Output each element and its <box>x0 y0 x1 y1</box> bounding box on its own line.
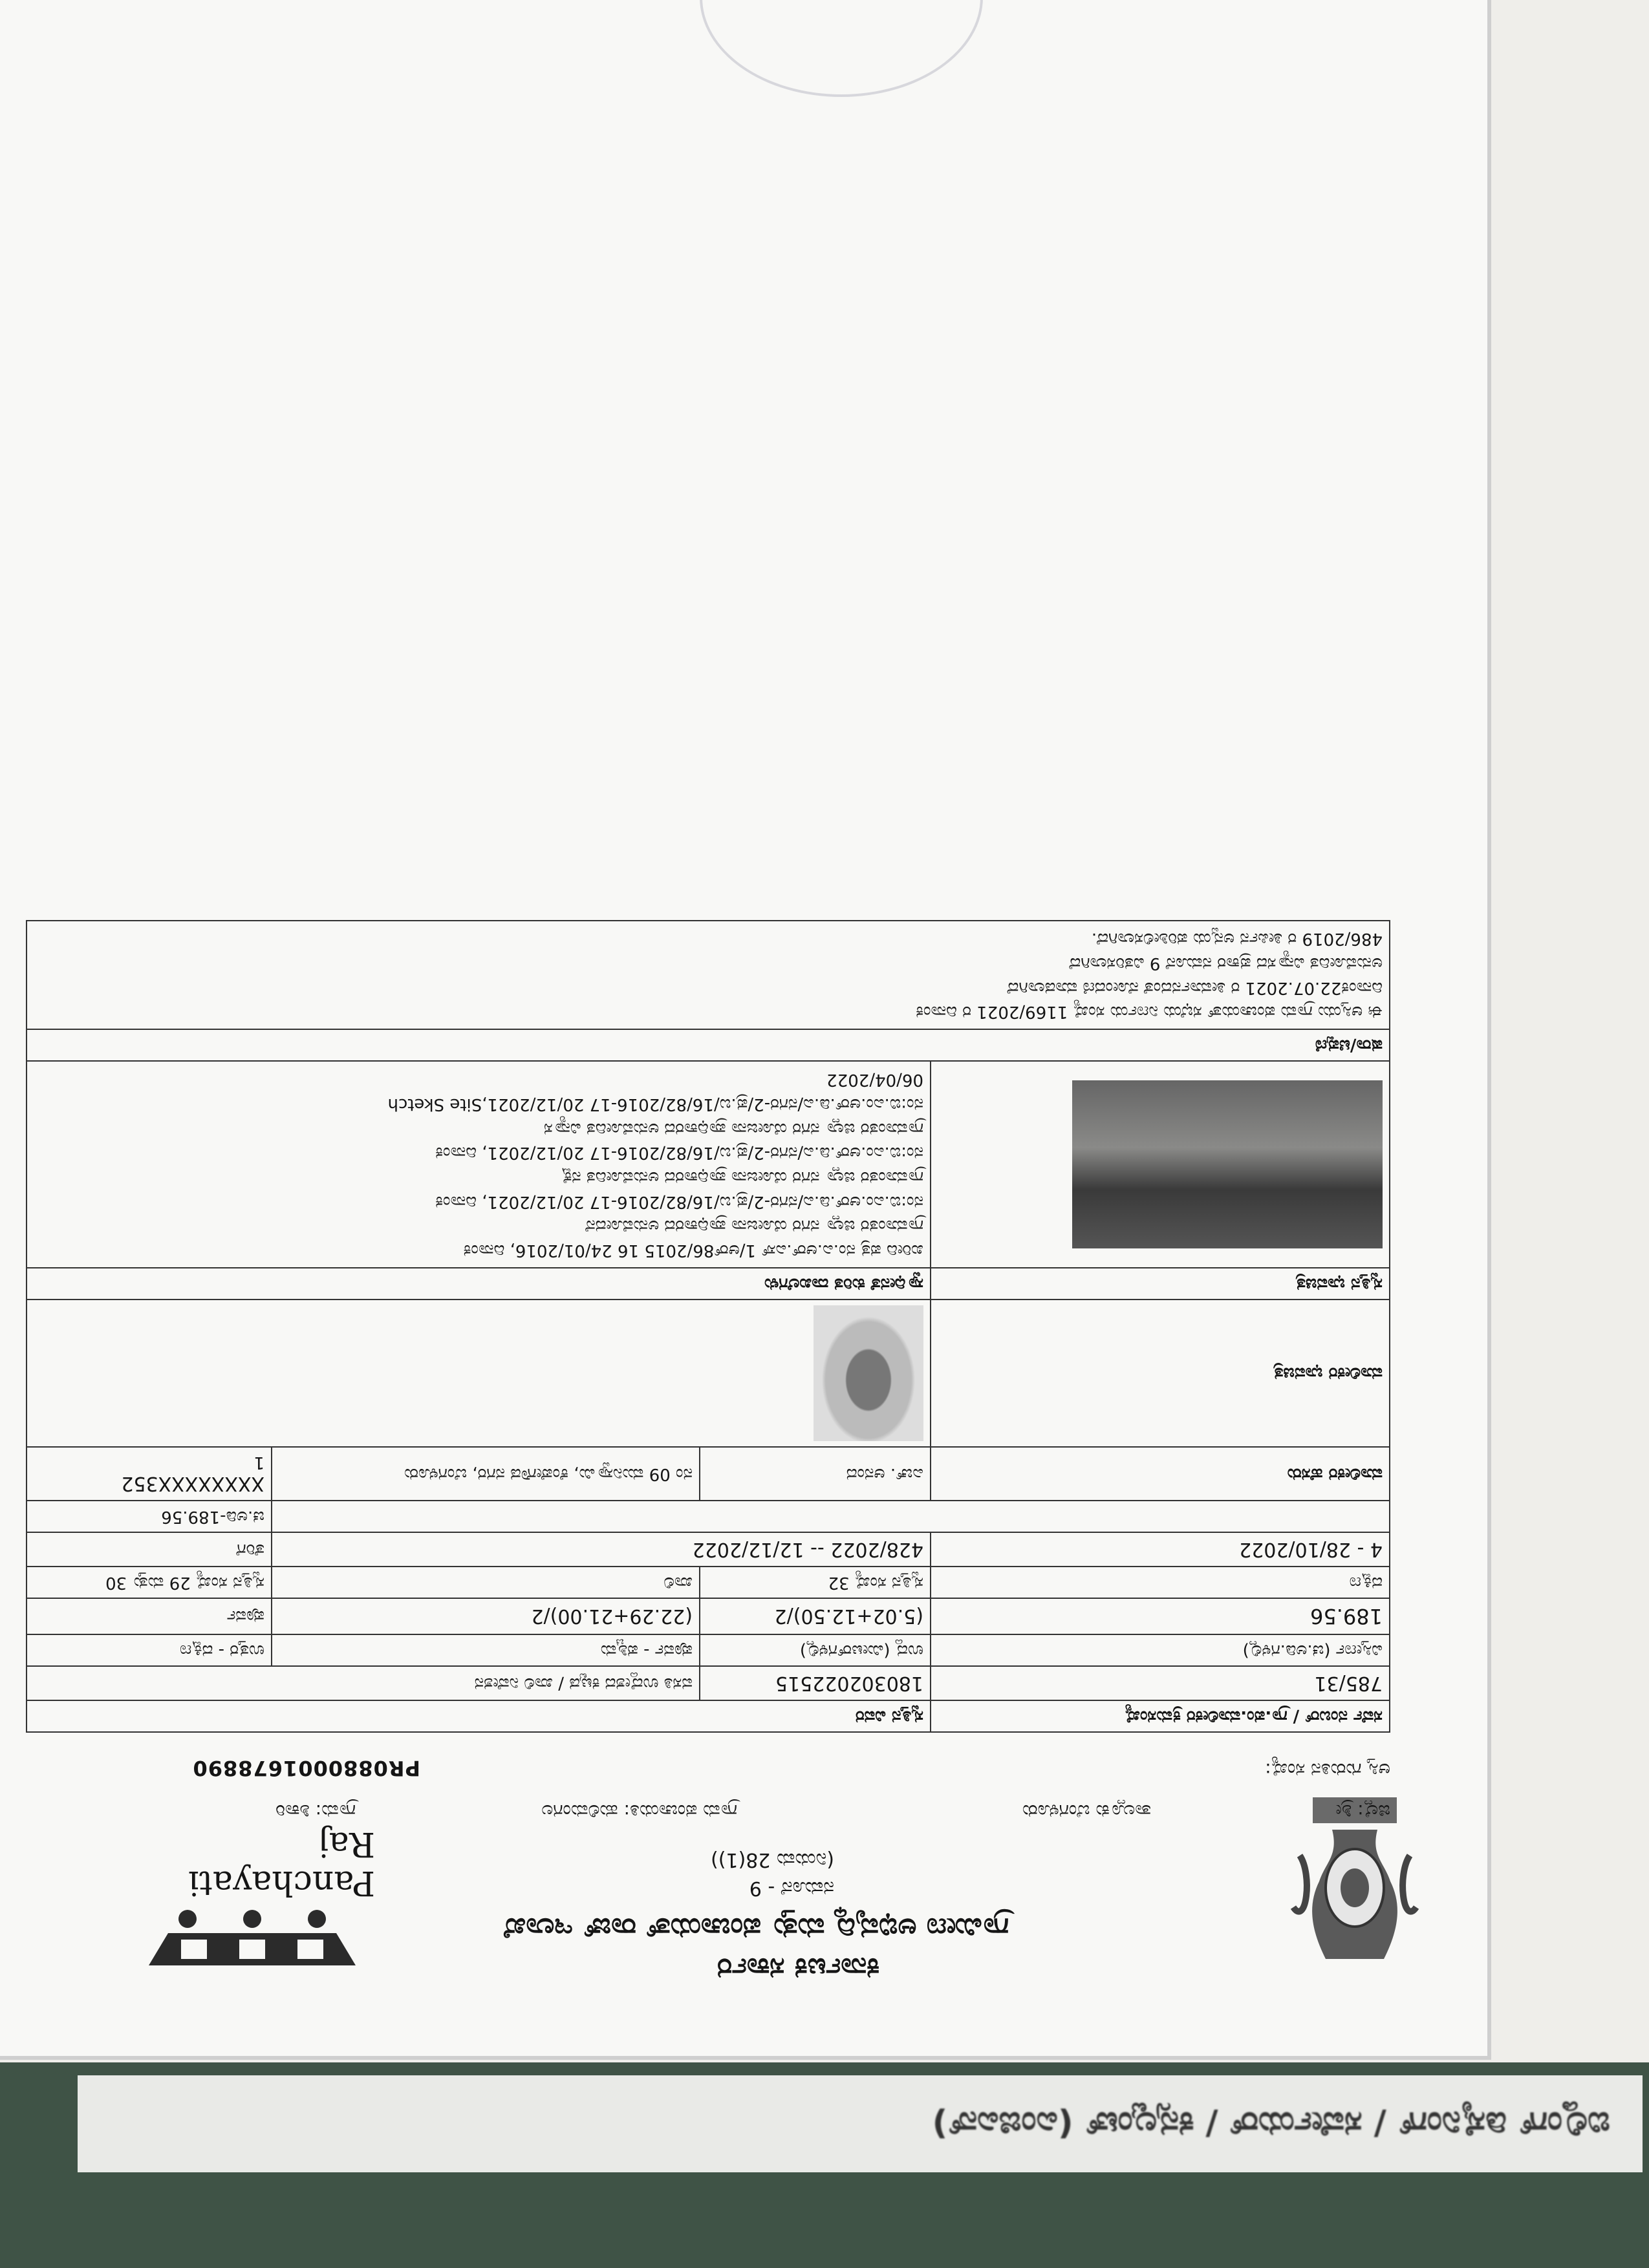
district-value: ಶ್ರೀ <box>1335 1801 1352 1822</box>
survey-number: 785/31 <box>931 1666 1390 1700</box>
remark-line: ಅನುಮೋದಿತ ವಿನ್ಯಾಸದ ಪ್ರಕಾರ ನಮೂನೆ 9 ವಿತರಿಸಲಾಗಿದೆ <box>1069 954 1383 974</box>
property-id: PR0880001678890 <box>192 1756 420 1781</box>
document-line: ನಂ:ಬಿ.ಎಂ.ಆರ್.ಡಿ.ಎ/ನಗರ-2/ಪ್ರ.ಬ/16/82/2016-17 20/12/2021, ದಿನಾಂಕ <box>435 1192 923 1212</box>
document-line: ಗ್ರಾಮಾಂತರ ಜಿಲ್ಲಾ ನಗರ ಯೋಜನಾ ಪ್ರಾಧಿಕಾರದ ಅನುಮೋದಿತ ನಕ್ಷೆ <box>561 1167 923 1187</box>
share-value: 1 <box>253 1453 265 1472</box>
government-title: ಕರ್ನಾಟಕ ಸರ್ಕಾರ <box>717 1952 879 1985</box>
rule-reference: (ನಿಯಮ 28(1)) <box>711 1848 834 1871</box>
district-field <box>1336 1800 1390 1822</box>
land-use: ವಸತಿ ಉದ್ದೇಶದ ಕಟ್ಟಡ / ಖಾಲಿ ನಿವೇಶನ <box>27 1666 700 1700</box>
property-details-table <box>26 920 1390 1733</box>
property-type-header: ಸ್ವತ್ತಿನ ವಿವರ <box>27 1700 931 1732</box>
taluk-value: ಬೆಂಗಳೂರು <box>1022 1801 1090 1822</box>
gram-panchayat-field <box>541 1800 737 1822</box>
length-calc: (5.02+12.50)/2 <box>700 1598 931 1634</box>
gp-value: ಹುಲಿಮಂಗಲ <box>541 1801 618 1822</box>
owner-photo-cell <box>27 1300 931 1447</box>
panchayati-raj-logo <box>129 1824 375 1978</box>
owner-photo-label: ಮಾಲೀಕರ ಭಾವಚಿತ್ರ <box>931 1300 1390 1447</box>
card-heading: ಬಿಲ್ಡಿಂಗ್ ಡಿಸೈನಿಂಗ್ / ಸರ್ವೇಯರ್ / ಕನ್ಸಲ್ಟಂಟ್ (ಎಂಜಿಎನ್) <box>932 2104 1610 2143</box>
owner-label: ಮಾಲೀಕರ ಹೆಸರು <box>931 1447 1390 1501</box>
survey-header: ಸರ್ವೆ ನಂಬರ್ / ಗ್ರಾ.ಪಂ.ಮಾಲೀಕರ ಕ್ರಮಸಂಖ್ಯೆ <box>931 1700 1390 1732</box>
tax-label: ತೆರಿಗೆ <box>27 1532 272 1567</box>
remarks-label: ಷರಾ/ಟಿಪ್ಪಣಿ <box>27 1030 1390 1062</box>
owner-id-cell <box>27 1447 272 1501</box>
area-label: ವಿಸ್ತೀರ್ಣ (ಚ.ಅಡಿ.ಗಳಲ್ಲಿ) <box>931 1634 1390 1666</box>
taluk-label: ತಾಲ್ಲೂಕು <box>1095 1801 1151 1822</box>
card-text-wrapper <box>285 2085 1610 2163</box>
logo-text: Panchayati Raj <box>188 1824 375 1902</box>
property-code: 180302022515 <box>700 1666 931 1700</box>
boundary-west-value: ಸ್ವತ್ತಿನ ಸಂಖ್ಯೆ 29 ಮತ್ತು 30 <box>27 1567 272 1598</box>
length-label: ಉದ್ದ (ಮೀಟರ್‌ಗಳಲ್ಲಿ) <box>700 1634 931 1666</box>
owner-name: ಎಚ್. ಆನಂದ <box>700 1447 931 1501</box>
gp-label: ಗ್ರಾಮ ಪಂಚಾಯತಿ: <box>623 1801 737 1822</box>
site-photo-cell <box>931 1062 1390 1268</box>
document-line: ಗ್ರಾಮಾಂತರ ಜಿಲ್ಲಾ ನಗರ ಯೋಜನಾ ಪ್ರಾಧಿಕಾರದ ಅನುಮೋದನೆ <box>585 1216 923 1236</box>
documents-header: ಸ್ವಾಧೀನತೆ ಕುರಿತ ದಾಖಲೆಗಳು <box>27 1268 931 1300</box>
boundary-east-value: ಸ್ವತ್ತಿನ ಸಂಖ್ಯೆ 32 <box>700 1567 931 1598</box>
office-seal <box>700 0 983 97</box>
document-line: ಗ್ರಾಮಾಂತರ ಜಿಲ್ಲಾ ನಗರ ಯೋಜನಾ ಪ್ರಾಧಿಕಾರದ ಅನುಮೋದಿತ ವಿನ್ಯಾಸ <box>543 1118 923 1139</box>
district-label: ಜಿಲ್ಲೆ: <box>1357 1801 1390 1822</box>
boundary-south-value: ಖಾಲಿ <box>272 1567 700 1598</box>
remarks-text <box>27 921 1390 1030</box>
owner-photo <box>814 1305 923 1441</box>
site-photo-label: ಸ್ವತ್ತಿನ ಭಾವಚಿತ್ರ <box>931 1268 1390 1300</box>
village-field <box>275 1800 356 1822</box>
taluk-field <box>1022 1800 1151 1822</box>
cart-icon <box>129 1907 375 1978</box>
village-label: ಗ್ರಾಮ: <box>315 1801 356 1822</box>
remark-line: 486/2019 ರ ತೀರ್ಪಿನ ಅನ್ವಯ ಪರಿಶೀಲಿಸಲಾಗಿದೆ. <box>1091 929 1383 949</box>
remark-line: ದಿನಾಂಕ22.07.2021 ರ ತೀರ್ಮಾನದಂತೆ ನೋಂದಣಿ ಮಾಡಲಾಗಿದೆ <box>1007 978 1383 998</box>
remark-line: ಈ ಆಸ್ತಿಯು ಗ್ರಾಮ ಪಂಚಾಯತ್ ಸಭೆಯ ನಿರ್ಣಯ ಸಂಖ್ಯೆ 1169/2021 ರ ದಿನಾಂಕ <box>916 1002 1383 1022</box>
document-line: ನಂ:ಬಿ.ಎಂ.ಆರ್.ಡಿ.ಎ/ನಗರ-2/ಪ್ರ.ಬ/16/82/2016-17 20/12/2021, ದಿನಾಂಕ <box>435 1143 923 1163</box>
site-photo <box>1072 1080 1383 1248</box>
village-value: ಶಿಕಾರಿ <box>275 1801 310 1822</box>
form-number: ನಮೂನೆ - 9 <box>749 1877 834 1899</box>
width-calc: (22.29+21.00)/2 <box>272 1598 700 1634</box>
tax-spacer <box>272 1501 1390 1532</box>
north-south-label: ಉತ್ತರ - ದಕ್ಷಿಣ <box>27 1634 272 1666</box>
boundary-east-label: ಪೂರ್ವ <box>27 1598 272 1634</box>
document-line: ಖರೀದಿ ಪತ್ರ ನಂ.ಎ.ಆರ್.ಎಸ್ 1/ಆರ್86/2015 16 24/01/2016, ದಿನಾಂಕ <box>463 1241 923 1260</box>
property-id-label: ಆಸ್ತಿ ಗುರುತಿನ ಸಂಖ್ಯೆ: <box>1265 1759 1390 1781</box>
document-line: 06/04/2022 <box>826 1070 923 1090</box>
tax-value: ಚ.ಅಡಿ-189.56 <box>27 1501 272 1532</box>
mutation-date: 4 - 28/10/2022 <box>931 1532 1390 1567</box>
department-title: ಗ್ರಾಮೀಣ ಅಭಿವೃದ್ಧಿ ಮತ್ತು ಪಂಚಾಯತ್ ರಾಜ್ ಇಲಾಖೆ <box>504 1912 1009 1945</box>
area-value: 189.56 <box>931 1598 1390 1634</box>
aadhaar-number: XXXXXXXX352 <box>121 1472 265 1495</box>
east-west-label: ಪೂರ್ವ - ಪಶ್ಚಿಮ <box>272 1634 700 1666</box>
document-line: ನಂ:ಬಿ.ಎಂ.ಆರ್.ಡಿ.ಎ/ನಗರ-2/ಪ್ರ.ಬ/16/82/2016-17 20/12/2021,Site Sketch <box>387 1094 923 1114</box>
register-number: 428/2022 -- 12/12/2022 <box>272 1532 931 1567</box>
owner-address: ನಂ 09 ಮುನಿಸ್ವಾಮಿ, ಕೆಂಪೇಗೌಡ ನಗರ, ಬೆಂಗಳೂರು <box>272 1447 700 1501</box>
documents-list <box>27 1062 931 1268</box>
boundary-south-label: ದಕ್ಷಿಣ <box>931 1567 1390 1598</box>
